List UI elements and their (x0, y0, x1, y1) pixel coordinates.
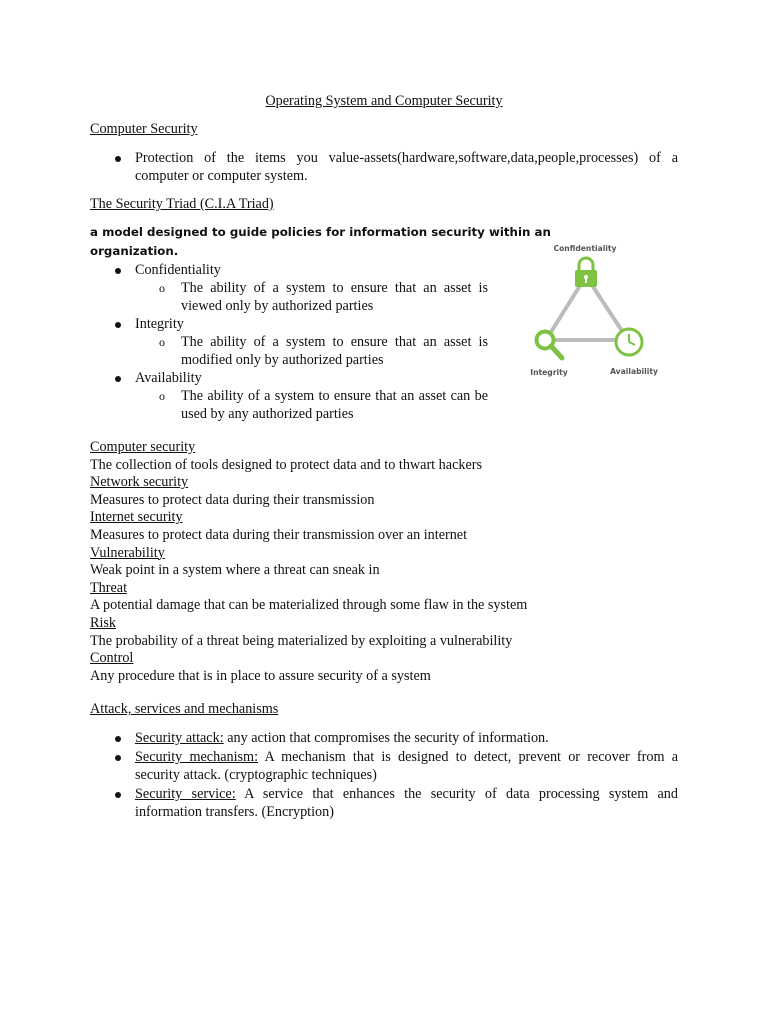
section-heading-attacks: Attack, services and mechanisms (90, 701, 279, 717)
definition-text: Measures to protect data during their transmission (90, 491, 375, 508)
bullet-marker (115, 755, 121, 761)
attack-text: any action that compromises the security of information. (223, 730, 549, 746)
attack-text: A mechanism that is designed to detect, prevent or recover from a security attack. (cryptographic techniques) (135, 749, 678, 783)
attack-item-security-service (135, 786, 678, 821)
attack-term: Security service: (135, 786, 236, 802)
magnifier-icon (537, 332, 563, 359)
definition-term: Internet security (90, 509, 183, 526)
definition-text: The collection of tools designed to protect data and to thwart hackers (90, 456, 482, 473)
definition-term: Risk (90, 614, 117, 631)
bullet-marker (115, 268, 121, 274)
bullet-marker (115, 376, 121, 382)
attack-item-security-mechanism (135, 749, 678, 784)
definition-term: Threat (90, 579, 128, 596)
triad-intro-line-2: organization. (90, 244, 179, 258)
attack-item-security-attack (135, 730, 678, 748)
section-heading-computer-security: Computer Security (90, 121, 198, 137)
triad-label-integrity: Integrity (530, 368, 568, 377)
bullet-marker (115, 736, 121, 742)
definition-term: Network security (90, 474, 189, 491)
sub-bullet-marker: o (159, 335, 165, 349)
definitions-list (90, 439, 527, 685)
attack-term: Security attack: (135, 730, 224, 746)
triad-intro-line-1: a model designed to guide policies for information security within an (90, 225, 551, 239)
bullet-marker (115, 322, 121, 328)
triad-label-confidentiality: Confidentiality (553, 244, 617, 253)
section-heading-security-triad: The Security Triad (C.I.A Triad) (90, 196, 274, 212)
triad-desc-availability: The ability of a system to ensure that an asset can be used by any authorized parties (181, 388, 488, 422)
definition-text: Measures to protect data during their transmission over an internet (90, 526, 468, 543)
triad-desc-integrity: The ability of a system to ensure that an asset is modified only by authorized parties (181, 334, 488, 368)
lock-icon (575, 258, 597, 287)
cia-triad-diagram (528, 240, 668, 380)
sub-bullet-marker: o (159, 281, 165, 295)
attack-text: A service that enhances the security of data processing system and information transfers. (Encryption) (135, 786, 678, 820)
computer-security-bullet: Protection of the items you value-assets(hardware,software,data,people,processes) of a computer or computer system. (135, 150, 678, 184)
triad-item-integrity: Integrity (135, 316, 184, 332)
triad-label-availability: Availability (610, 367, 658, 376)
definition-term: Computer security (90, 439, 196, 455)
bullet-marker (115, 792, 121, 798)
bullet-marker (115, 156, 121, 162)
attack-term: Security mechanism: (135, 749, 259, 765)
clock-icon (616, 329, 642, 355)
definition-text: Weak point in a system where a threat can sneak in (90, 562, 380, 579)
page-title: Operating System and Computer Security (265, 93, 503, 109)
triad-item-availability: Availability (135, 370, 202, 386)
definition-term: Control (90, 650, 134, 667)
definition-term: Vulnerability (90, 544, 165, 561)
definition-text: The probability of a threat being materialized by exploiting a vulnerability (90, 632, 513, 649)
triad-desc-confidentiality: The ability of a system to ensure that an asset is viewed only by authorized parties (181, 280, 488, 314)
sub-bullet-marker: o (159, 389, 165, 403)
definition-text: Any procedure that is in place to assure security of a system (90, 667, 431, 684)
triad-item-confidentiality: Confidentiality (135, 262, 221, 278)
definition-text: A potential damage that can be materialized through some flaw in the system (90, 597, 528, 614)
